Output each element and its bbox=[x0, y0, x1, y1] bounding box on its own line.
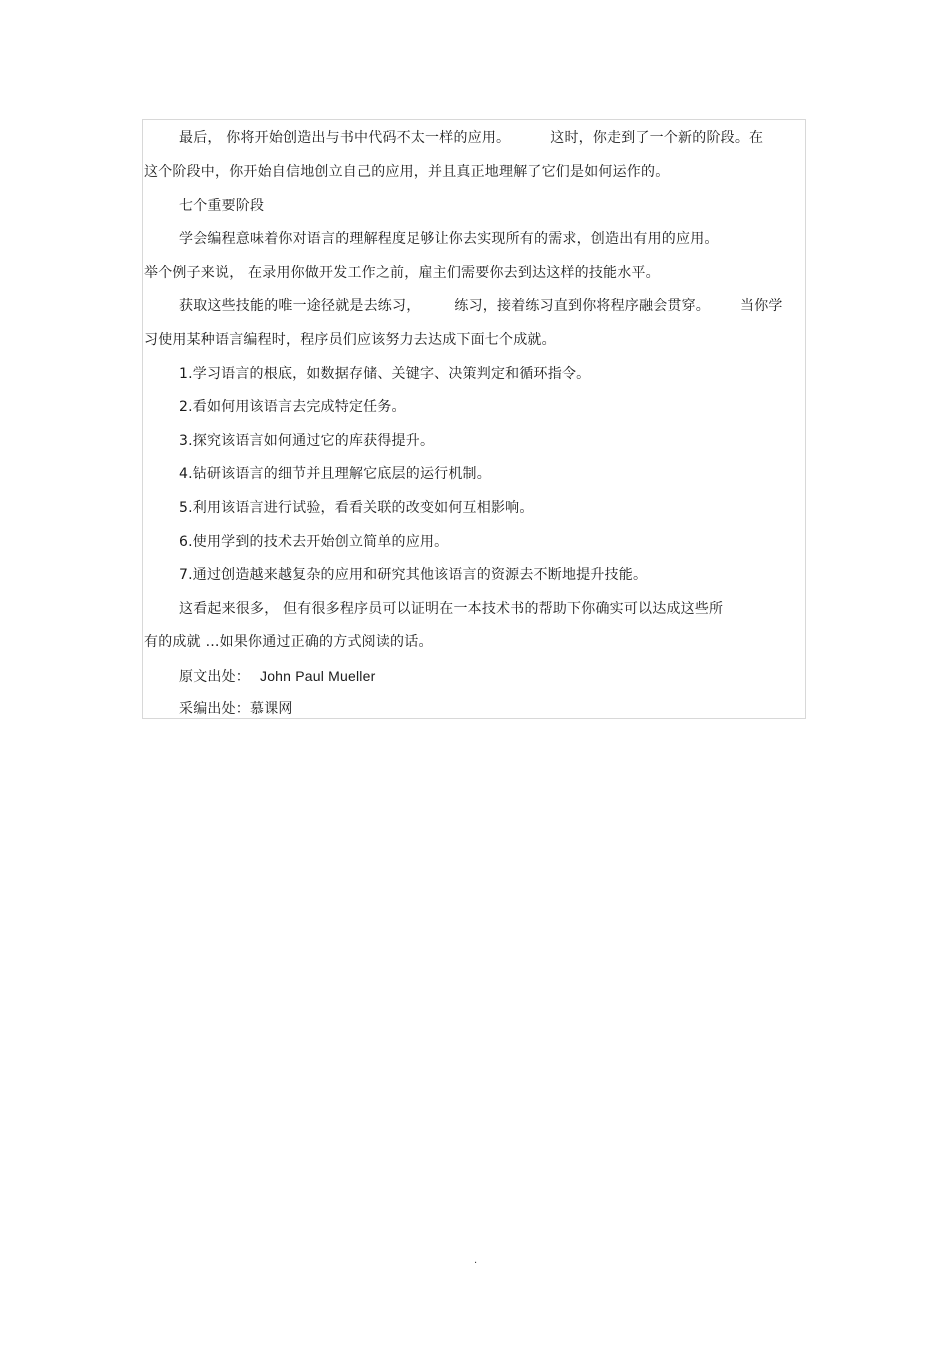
step-item-4: 4.钻研该语言的细节并且理解它底层的运行机制。 bbox=[179, 466, 491, 482]
paragraph-1-text-a: 最后， 你将开始创造出与书中代码不太一样的应用。 bbox=[179, 130, 511, 146]
compiled-site: 慕课网 bbox=[250, 701, 293, 717]
step-item-5: 5.利用该语言进行试验，看看关联的改变如何互相影响。 bbox=[179, 500, 534, 516]
paragraph-4-line-2: 有的成就 …如果你通过正确的方式阅读的话。 bbox=[144, 634, 433, 650]
paragraph-3-line-2: 习使用某种语言编程时，程序员们应该努力去达成下面七个成就。 bbox=[144, 332, 556, 348]
step-item-1: 1.学习语言的根底，如数据存储、关键字、决策判定和循环指令。 bbox=[179, 366, 591, 382]
article-body bbox=[142, 119, 806, 719]
step-item-6: 6.使用学到的技术去开始创立简单的应用。 bbox=[179, 534, 449, 550]
paragraph-3-text-a: 获取这些技能的唯一途径就是去练习， bbox=[179, 298, 421, 314]
paragraph-3-text-b: 练习，接着练习直到你将程序融会贯穿。 bbox=[454, 298, 711, 314]
page-footer-mark: . bbox=[474, 1255, 478, 1266]
source-label: 原文出处： bbox=[179, 669, 250, 685]
paragraph-2-line-1: 学会编程意味着你对语言的理解程度足够让你去实现所有的需求，创造出有用的应用。 bbox=[179, 231, 719, 247]
paragraph-3-text-c: 当你学 bbox=[740, 298, 783, 314]
compiled-source-line bbox=[179, 700, 293, 718]
section-heading: 七个重要阶段 bbox=[179, 198, 265, 214]
paragraph-4-line-1: 这看起来很多， 但有很多程序员可以证明在一本技术书的帮助下你确实可以达成这些所 bbox=[179, 601, 724, 617]
step-item-2: 2.看如何用该语言去完成特定任务。 bbox=[179, 399, 406, 415]
step-item-7: 7.通过创造越来越复杂的应用和研究其他该语言的资源去不断地提升技能。 bbox=[179, 567, 648, 583]
compiled-label: 采编出处： bbox=[179, 701, 250, 717]
paragraph-1-text-b: 这时，你走到了一个新的阶段。在 bbox=[550, 130, 764, 146]
paragraph-1-line-1 bbox=[179, 129, 763, 147]
source-author: John Paul Mueller bbox=[260, 668, 376, 684]
paragraph-2-line-2: 举个例子来说， 在录用你做开发工作之前，雇主们需要你去到达这样的技能水平。 bbox=[144, 265, 660, 281]
paragraph-3-line-1 bbox=[179, 297, 783, 315]
source-line bbox=[179, 667, 375, 686]
paragraph-1-line-2: 这个阶段中，你开始自信地创立自己的应用，并且真正地理解了它们是如何运作的。 bbox=[144, 164, 670, 180]
step-item-3: 3.探究该语言如何通过它的库获得提升。 bbox=[179, 433, 435, 449]
